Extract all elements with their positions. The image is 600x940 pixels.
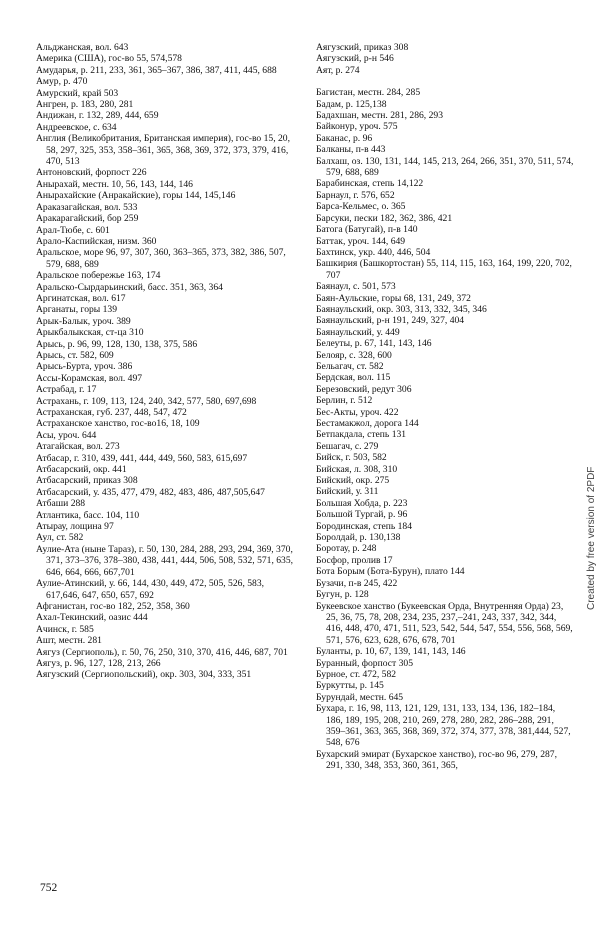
index-entry: Араказагайская, вол. 533 (36, 201, 138, 213)
index-entry: Атбасарский, окр. 441 (36, 464, 127, 476)
index-entry: Америка (США), гос-во 55, 574,578 (36, 53, 182, 65)
index-entry: Белеуты, р. 67, 141, 143, 146 (316, 338, 432, 350)
index-entry: Баттак, уроч. 144, 649 (316, 235, 406, 247)
index-column-right (316, 42, 574, 772)
index-group-right-top (316, 42, 574, 76)
index-entry: Арганаты, горы 139 (36, 304, 118, 316)
index-entry: Буркутты, р. 145 (316, 680, 384, 692)
index-column-left (36, 42, 294, 681)
index-entry: Ассы-Корамская, вол. 497 (36, 372, 143, 384)
index-entry: Баканас, р. 96 (316, 132, 373, 144)
index-entry: Бийск, г. 503, 582 (316, 452, 387, 464)
index-entry: Астрахань, г. 109, 113, 124, 240, 342, 577, 580, 697,698 (36, 395, 257, 407)
index-entry: Амударья, р. 211, 233, 361, 365–367, 386, 387, 411, 445, 688 (36, 64, 277, 76)
letter-group-gap (316, 76, 574, 87)
index-entry: Боротау, р. 248 (316, 543, 377, 555)
index-entry: Ашт, местн. 281 (36, 635, 102, 647)
index-entry: Бадахшан, местн. 281, 286, 293 (316, 110, 443, 122)
index-entry: Бетпакдала, степь 131 (316, 429, 407, 441)
index-entry: Батога (Батугай), п-в 140 (316, 224, 418, 236)
index-entry: Балканы, п-в 443 (316, 144, 386, 156)
index-entry: Аракарагайский, бор 259 (36, 213, 139, 225)
index-entry: Барсуки, пески 182, 362, 386, 421 (316, 212, 453, 224)
index-entry: Арык-Балык, уроч. 389 (36, 315, 131, 327)
index-entry: Аягузский (Сергиопольский), окр. 303, 304, 333, 351 (36, 669, 252, 681)
index-entry: Атагайская, вол. 273 (36, 441, 120, 453)
index-entry: Аят, р. 274 (316, 64, 360, 76)
index-entry: Байконур, уроч. 575 (316, 121, 398, 133)
index-entry: Бадам, р. 125,138 (316, 98, 387, 110)
index-entry: Астрабад, г. 17 (36, 384, 97, 396)
index-entry: Бердская, вол. 115 (316, 372, 391, 384)
index-entry: Атлантика, басс. 104, 110 (36, 509, 140, 521)
index-entry: Барнаул, г. 576, 652 (316, 189, 395, 201)
index-entry: Асы, уроч. 644 (36, 429, 97, 441)
index-entry: Андреевское, с. 634 (36, 121, 117, 133)
index-entry: Аягузский, р-н 546 (316, 53, 394, 65)
index-entry: Астраханское ханство, гос-во16, 18, 109 (36, 418, 200, 430)
index-entry: Арал-Тюбе, с. 601 (36, 224, 110, 236)
index-entry: Бешагач, с. 279 (316, 440, 379, 452)
index-entry: Аягуз (Сергиополь), г. 50, 76, 250, 310, 370, 416, 446, 687, 701 (36, 646, 288, 658)
index-entry: Багистан, местн. 284, 285 (316, 87, 421, 99)
index-entry: Бурное, ст. 472, 582 (316, 668, 397, 680)
index-entry: Баян-Аульские, горы 68, 131, 249, 372 (316, 292, 471, 304)
index-entry: Башкирия (Башкортостан) 55, 114, 115, 163, 164, 199, 220, 702, 707 (316, 258, 572, 281)
index-entry: Бес-Акты, уроч. 422 (316, 406, 399, 418)
index-entry: Бахтинск, укр. 440, 446, 504 (316, 246, 431, 258)
index-entry: Берлин, г. 512 (316, 395, 373, 407)
index-entry: Бестамакжол, дорога 144 (316, 418, 419, 429)
index-entry: Белояр, с. 328, 600 (316, 349, 392, 361)
index-entry: Бийская, л. 308, 310 (316, 463, 398, 475)
index-entry: Амур, р. 470 (36, 76, 88, 88)
index-entry: Буланты, р. 10, 67, 139, 141, 143, 146 (316, 646, 466, 658)
index-entry: Аргинатская, вол. 617 (36, 292, 126, 304)
index-entry: Аральское, море 96, 97, 307, 360, 363–365, 373, 382, 386, 507, 579, 688, 689 (36, 247, 286, 270)
index-entry: Атбасар, г. 310, 439, 441, 444, 449, 560, 583, 615,697 (36, 452, 248, 464)
index-entry: Аулие-Ата (ныне Тараз), г. 50, 130, 284, 288, 293, 294, 369, 370, 371, 373–376, 378–380, 438, 441, 444, 506, 508, 532, 571, 635, 646, 664, 666, 667,701 (36, 543, 294, 578)
index-entry: Атбасарский, приказ 308 (36, 475, 138, 487)
index-entry: Бухарский эмират (Бухарское ханство), гос-во 96, 279, 287, 291, 330, 348, 353, 360, 361, 365, (316, 748, 557, 772)
index-entry: Арало-Каспийская, низм. 360 (36, 235, 157, 247)
index-entry: Афганистан, гос-во 182, 252, 358, 360 (36, 600, 190, 612)
index-entry: Бийский, окр. 275 (316, 475, 390, 487)
index-entry: Арысь, ст. 582, 609 (36, 349, 114, 361)
index-entry: Антоновский, форпост 226 (36, 167, 147, 179)
index-entry: Англия (Великобритания, Британская империя), гос-во 15, 20, 58, 297, 325, 353, 358–361, 365, 368, 369, 372, 373, 379, 416, 470, 513 (36, 133, 290, 168)
index-entry: Бородинская, степь 184 (316, 520, 413, 532)
index-entry: Арыкбалыкская, ст-ца 310 (36, 327, 144, 339)
index-entry: Аягуз, р. 96, 127, 128, 213, 266 (36, 657, 161, 669)
watermark-area (580, 390, 597, 610)
index-entry: Баянаульский, р-н 191, 249, 327, 404 (316, 315, 465, 327)
index-entry: Арысь-Бурта, уроч. 386 (36, 361, 133, 373)
page-number: 752 (40, 882, 58, 894)
index-entry: Амурский, край 503 (36, 87, 119, 99)
index-entry: Андижан, г. 132, 289, 444, 659 (36, 110, 159, 122)
index-entry: Босфор, пролив 17 (316, 554, 393, 566)
index-entry: Анырахайские (Анракайские), горы 144, 145,146 (36, 190, 236, 202)
index-entry: Барса-Кельмес, о. 365 (316, 201, 406, 213)
index-group-right-main (316, 87, 574, 771)
index-entry: Большая Хобда, р. 223 (316, 497, 408, 509)
index-entry: Ачинск, г. 585 (36, 623, 94, 635)
index-entry: Аягузский, приказ 308 (316, 42, 409, 53)
watermark-text: Created by free version of 2PDF (586, 466, 597, 610)
index-entry: Баянаульский, у. 449 (316, 326, 400, 338)
index-entry: Атбасарский, у. 435, 477, 479, 482, 483, 486, 487,505,647 (36, 486, 265, 498)
index-entry: Бельагач, ст. 582 (316, 360, 384, 372)
index-entry: Аральское побережье 163, 174 (36, 270, 161, 282)
index-entry: Большой Тургай, р. 96 (316, 509, 408, 521)
index-entry: Боролдай, р. 130,138 (316, 532, 401, 544)
index-entry: Ахал-Текинский, оазис 444 (36, 612, 148, 624)
index-entry: Астраханская, губ. 237, 448, 547, 472 (36, 407, 187, 418)
index-entry: Буранный, форпост 305 (316, 657, 413, 669)
index-entry: Бурундай, местн. 645 (316, 691, 404, 703)
index-entry: Арысь, р. 96, 99, 128, 130, 138, 375, 586 (36, 338, 198, 350)
index-entry: Березовский, редут 306 (316, 383, 412, 395)
index-entry: Букеевское ханство (Букеевская Орда, Внутренняя Орда) 23, 25, 36, 75, 78, 208, 234, 235, 237,–241, 243, 337, 342, 344, 416, 448, 470, 471, 511, 523, 542, 544, 547, 554, 556, 568, 569, 571, 576, 623, 628, 676, 678, 701 (316, 600, 573, 646)
index-entry: Атбаши 288 (36, 498, 86, 510)
index-entry: Ангрен, р. 183, 280, 281 (36, 99, 134, 111)
index-entry: Аулие-Атинский, у. 66, 144, 430, 449, 472, 505, 526, 583, 617,646, 647, 650, 657, 692 (36, 578, 265, 601)
index-entry: Бузачи, п-в 245, 422 (316, 577, 398, 589)
index-entry: Бухара, г. 16, 98, 113, 121, 129, 131, 133, 134, 136, 182–184, 186, 189, 195, 208, 210, 269, 278, 280, 282, 286–288, 291, 359–361, 363, 365, 368, 369, 372, 374, 377, 378, 381,444, 527, 548, 676 (316, 703, 571, 749)
index-entry: Баянаульский, окр. 303, 313, 332, 345, 346 (316, 303, 487, 315)
index-entry: Баянаул, с. 501, 573 (316, 281, 396, 293)
index-entry: Аул, ст. 582 (36, 532, 84, 544)
index-entry: Балхаш, оз. 130, 131, 144, 145, 213, 264, 266, 351, 370, 511, 574, 579, 688, 689 (316, 155, 574, 179)
index-entry: Аральско-Сырдарьинский, басс. 351, 363, 364 (36, 281, 223, 293)
index-entry: Атырау, лощина 97 (36, 521, 114, 533)
index-entry: Бугун, р. 128 (316, 589, 369, 601)
index-entry: Альджанская, вол. 643 (36, 42, 129, 53)
index-entry: Бота Борым (Бота-Бурун), плато 144 (316, 566, 465, 578)
index-entry: Барабинская, степь 14,122 (316, 178, 424, 190)
index-entry: Бийский, у. 311 (316, 486, 379, 498)
index-entry: Анырахай, местн. 10, 56, 143, 144, 146 (36, 178, 193, 190)
